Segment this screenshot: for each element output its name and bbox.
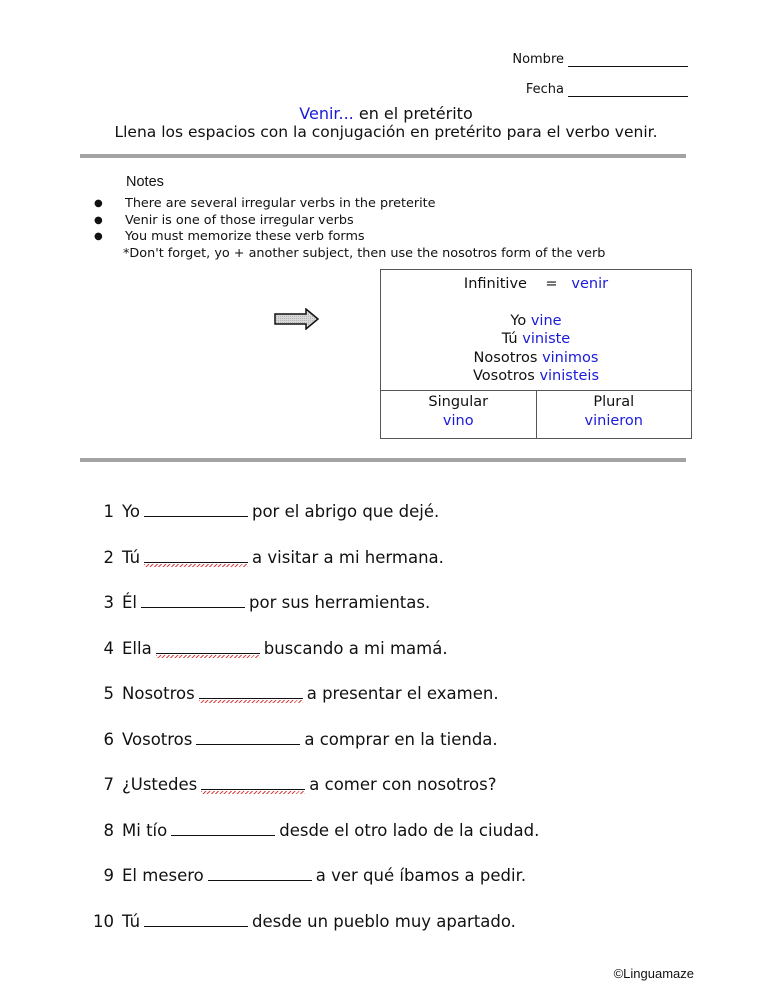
exercise-row: 5 Nosotros a presentar el examen. [103, 684, 499, 703]
answer-blank[interactable] [144, 515, 248, 517]
answer-blank[interactable] [208, 879, 312, 881]
nombre-input-line[interactable] [568, 54, 688, 67]
note-item: ● There are several irregular verbs in the preterite [94, 196, 436, 211]
conjugation-row: Tú viniste [501, 331, 571, 347]
notes-heading: Notes [126, 174, 164, 190]
conjugation-row: Nosotros vinimos [473, 349, 599, 366]
notes-list [92, 196, 605, 262]
exercise-row: 8 Mi tío desde el otro lado de la ciudad. [103, 821, 540, 840]
note-item: ● You must memorize these verb forms [94, 229, 365, 244]
conjugation-table [380, 269, 692, 439]
nombre-field[interactable] [512, 52, 688, 67]
title-highlight: Venir... [299, 104, 354, 123]
plural-cell: Plural vinieron [536, 391, 692, 438]
conjugation-row: Vosotros vinisteis [472, 368, 600, 384]
answer-blank[interactable] [144, 561, 248, 563]
note-reminder: *Don't forget, yo + another subject, then use the nosotros form of the verb [123, 245, 606, 261]
answer-blank[interactable] [141, 606, 245, 608]
note-item: ● Venir is one of those irregular verbs [94, 212, 354, 228]
exercise-row: 9 El mesero a ver qué íbamos a pedir. [103, 866, 527, 885]
singular-cell: Singular vino [428, 394, 489, 429]
instructions: Llena los espacios con la conjugación en pretérito para el verbo venir. [114, 123, 658, 141]
exercise-row: 4 Ella buscando a mi mamá. [103, 639, 448, 658]
right-arrow-icon [274, 308, 320, 334]
exercise-row: 1 Yo por el abrigo que dejé. [103, 502, 440, 521]
conjugation-row: Yo vine [510, 312, 562, 329]
answer-blank[interactable] [171, 834, 275, 836]
nombre-label: Nombre [512, 52, 564, 67]
conjugation-main [381, 270, 691, 391]
exercise-row: 6 Vosotros a comprar en la tienda. [103, 730, 498, 749]
copyright: ©Linguamaze [613, 966, 694, 981]
answer-blank[interactable] [196, 743, 300, 745]
exercise-row: 2 Tú a visitar a mi hermana. [103, 548, 444, 567]
exercise-row: 10 Tú desde un pueblo muy apartado. [93, 912, 516, 931]
fecha-field[interactable] [526, 82, 688, 97]
fecha-label: Fecha [525, 82, 564, 97]
title-rest: en el pretérito [353, 104, 473, 123]
infinitive-value: venir [571, 276, 609, 292]
divider-bottom [80, 458, 686, 462]
conjugation-third-person [381, 391, 691, 438]
answer-blank[interactable] [201, 788, 305, 790]
exercise-row: 3 Él por sus herramientas. [103, 593, 431, 612]
bullet-icon: ● [94, 231, 103, 242]
bullet-icon: ● [94, 214, 103, 226]
exercise-row: 7 ¿Ustedes a comer con nosotros? [103, 775, 497, 794]
bullet-icon: ● [94, 198, 103, 209]
answer-blank[interactable] [144, 925, 248, 927]
page-title [0, 104, 772, 123]
infinitive-row: Infinitive = venir [463, 276, 609, 292]
answer-blank[interactable] [156, 652, 260, 654]
fecha-input-line[interactable] [568, 84, 688, 97]
divider-top [80, 154, 686, 158]
answer-blank[interactable] [199, 697, 303, 699]
